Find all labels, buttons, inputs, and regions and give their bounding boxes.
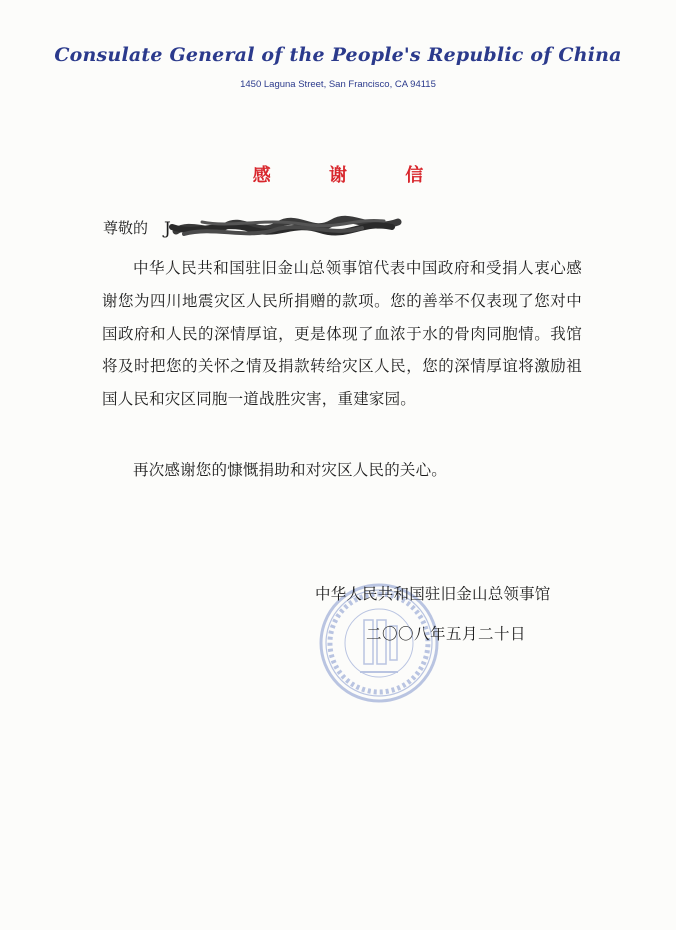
body-paragraph-2: 再次感谢您的慷慨捐助和对灾区人民的关心。 xyxy=(133,461,448,479)
body-paragraph-1: 中华人民共和国驻旧金山总领事馆代表中国政府和受捐人衷心感谢您为四川地震灾区人民所捐赠的款项。您的善举不仅表现了您对中国政府和人民的深情厚谊，更是体现了血浓于水的骨肉同胞情。我馆将及时把您的关怀之情及捐款转给灾区人民，您的深情厚谊将激励祖国人民和灾区同胞一道战胜灾害，重建家园。 xyxy=(102,259,582,409)
letterhead-address: 1450 Laguna Street, San Francisco, CA 94115 xyxy=(240,79,436,90)
signature-organization: 中华人民共和国驻旧金山总领事馆 xyxy=(315,585,551,603)
salutation: 尊敬的 xyxy=(103,219,149,237)
redacted-recipient-name xyxy=(162,212,402,242)
recipient-initial: J xyxy=(164,219,171,239)
document-title: 感 谢 信 xyxy=(252,165,450,186)
letterhead-title: Consulate General of the People's Republic of China xyxy=(54,44,622,66)
signature-date: 二〇〇八年五月二十日 xyxy=(366,625,527,643)
